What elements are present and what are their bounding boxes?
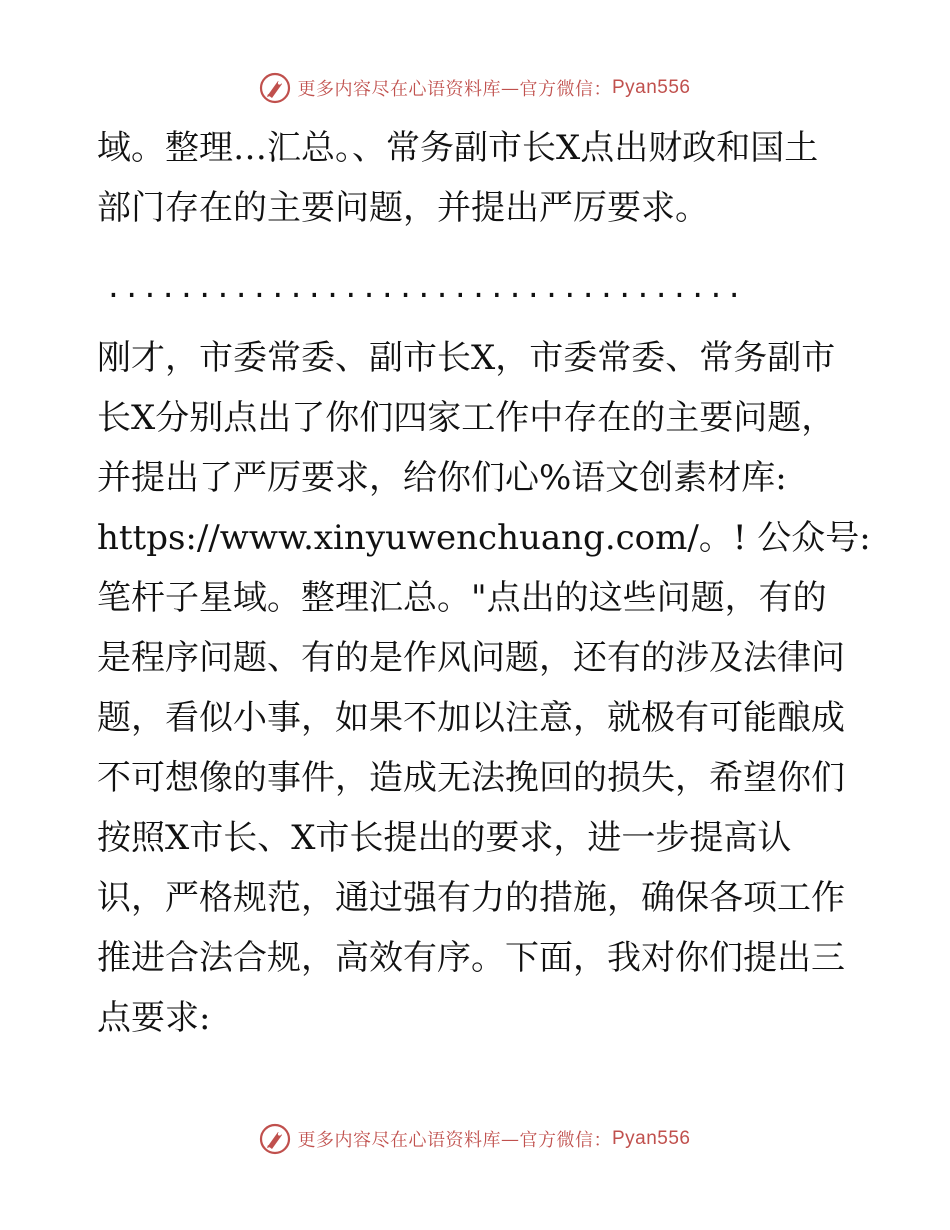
pen-nib-seal-icon xyxy=(259,72,291,104)
pen-nib-seal-icon xyxy=(259,1123,291,1155)
text-line: 不可想像的事件，造成无法挽回的损失，希望你们 xyxy=(97,758,845,798)
text-line: 按照X市长、X市长提出的要求，进一步提高认 xyxy=(97,818,792,858)
banner-wechat-label: 官方微信： xyxy=(519,1130,612,1151)
banner-wechat-handle: Pyan556 xyxy=(611,77,691,98)
banner-wechat-label: 官方微信： xyxy=(519,79,612,100)
text-line: 推进合法合规，高效有序。下面，我对你们提出三 xyxy=(97,938,845,978)
text-line: 域。整理…汇总。、常务副市长X点出财政和国土 xyxy=(97,128,819,168)
text-line: 长X分别点出了你们四家工作中存在的主要问题， xyxy=(97,398,836,438)
text-line: 点要求: xyxy=(97,998,211,1038)
footer-banner xyxy=(0,1119,950,1159)
text-line: 笔杆子星域。整理汇总。"点出的这些问题，有的 xyxy=(97,578,827,618)
banner-separator: — xyxy=(500,1128,520,1150)
banner-text: 更多内容尽在心语资料库 xyxy=(297,1130,501,1151)
text-line: 题，看似小事，如果不加以注意，就极有可能酿成 xyxy=(97,698,845,738)
header-banner xyxy=(0,68,950,108)
paragraph-main xyxy=(97,328,871,1048)
text-line: 刚才，市委常委、副市长X，市委常委、常务副市 xyxy=(97,338,836,378)
text-line: 部门存在的主要问题，并提出严厉要求。 xyxy=(97,188,709,228)
banner-wechat-handle: Pyan556 xyxy=(611,1128,691,1149)
text-line: 并提出了严厉要求，给你们心%语文创素材库: xyxy=(97,458,787,498)
banner-separator: — xyxy=(500,77,520,99)
document-body xyxy=(97,118,871,1048)
text-line: 是程序问题、有的是作风问题，还有的涉及法律问 xyxy=(97,638,845,678)
text-line-url: https://www.xinyuwenchuang.com/。! 公众号: xyxy=(97,518,871,558)
banner-text: 更多内容尽在心语资料库 xyxy=(297,79,501,100)
paragraph-continuation xyxy=(97,118,857,238)
text-line: 识，严格规范，通过强有力的措施，确保各项工作 xyxy=(97,878,845,918)
dotted-separator: ................................... xyxy=(105,271,745,304)
